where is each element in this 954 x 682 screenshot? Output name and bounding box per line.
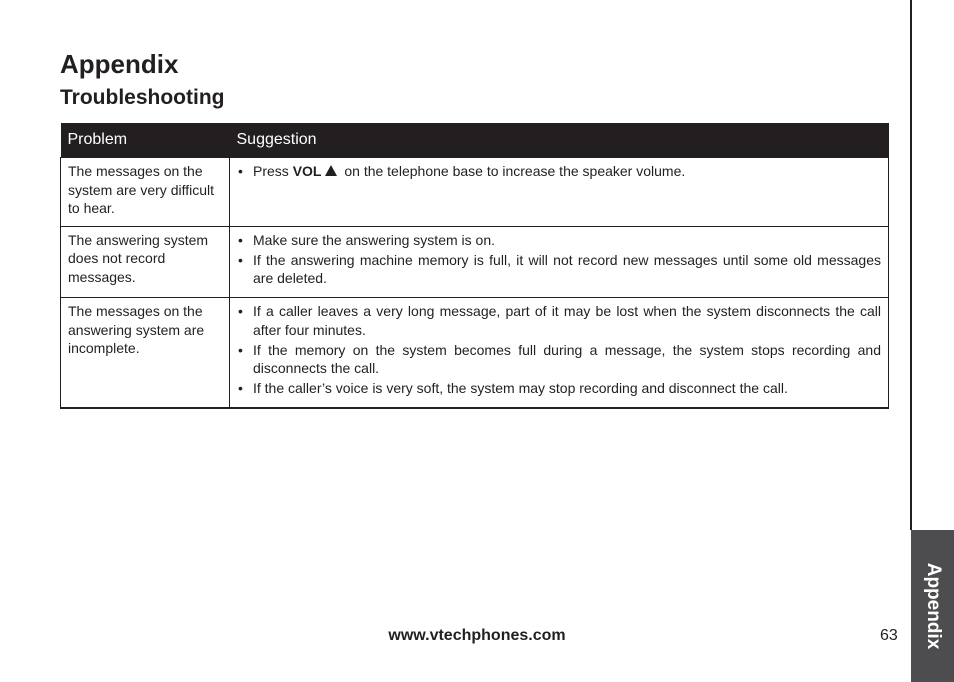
suggestion-item: • If the caller’s voice is very soft, the system may stop recording and disconnect the call. <box>237 379 881 398</box>
volume-up-triangle-icon <box>325 165 337 176</box>
side-tab-label: Appendix <box>922 562 944 650</box>
footer-website-link[interactable]: www.vtechphones.com <box>388 627 566 644</box>
suggestion-list <box>237 231 881 288</box>
column-header-problem: Problem <box>61 123 230 158</box>
problem-cell: The answering system does not record messages. <box>61 226 230 298</box>
suggestion-cell <box>230 158 889 227</box>
problem-cell: The messages on the system are very difficult to hear. <box>61 158 230 227</box>
suggestion-text-suffix: on the telephone base to increase the speaker volume. <box>340 163 686 179</box>
page-title: Appendix <box>60 49 179 79</box>
suggestion-item: • If a caller leaves a very long message, part of it may be lost when the system disconnects the call after four minutes. <box>237 302 881 339</box>
troubleshooting-table <box>60 123 889 409</box>
suggestion-list <box>237 302 881 398</box>
section-title: Troubleshooting <box>60 86 225 109</box>
suggestion-item: • If the memory on the system becomes full during a message, the system stops recording and disconnects the call. <box>237 341 881 378</box>
table-row <box>61 158 889 227</box>
suggestion-text-prefix: Press <box>253 163 293 179</box>
table-row <box>61 298 889 409</box>
column-header-suggestion: Suggestion <box>230 123 889 158</box>
suggestion-item <box>237 162 881 181</box>
side-section-tab[interactable] <box>911 530 954 682</box>
problem-cell: The messages on the answering system are incomplete. <box>61 298 230 409</box>
suggestion-item: • If the answering machine memory is full, it will not record new messages until some old messages are deleted. <box>237 251 881 288</box>
table-header-row <box>61 123 889 158</box>
suggestion-item: • Make sure the answering system is on. <box>237 231 881 250</box>
page-number: 63 <box>880 627 898 644</box>
suggestion-cell <box>230 226 889 298</box>
table-row <box>61 226 889 298</box>
right-margin-rule <box>910 0 912 530</box>
suggestion-list <box>237 162 881 181</box>
suggestion-cell <box>230 298 889 409</box>
vol-key-label: VOL <box>292 163 322 179</box>
